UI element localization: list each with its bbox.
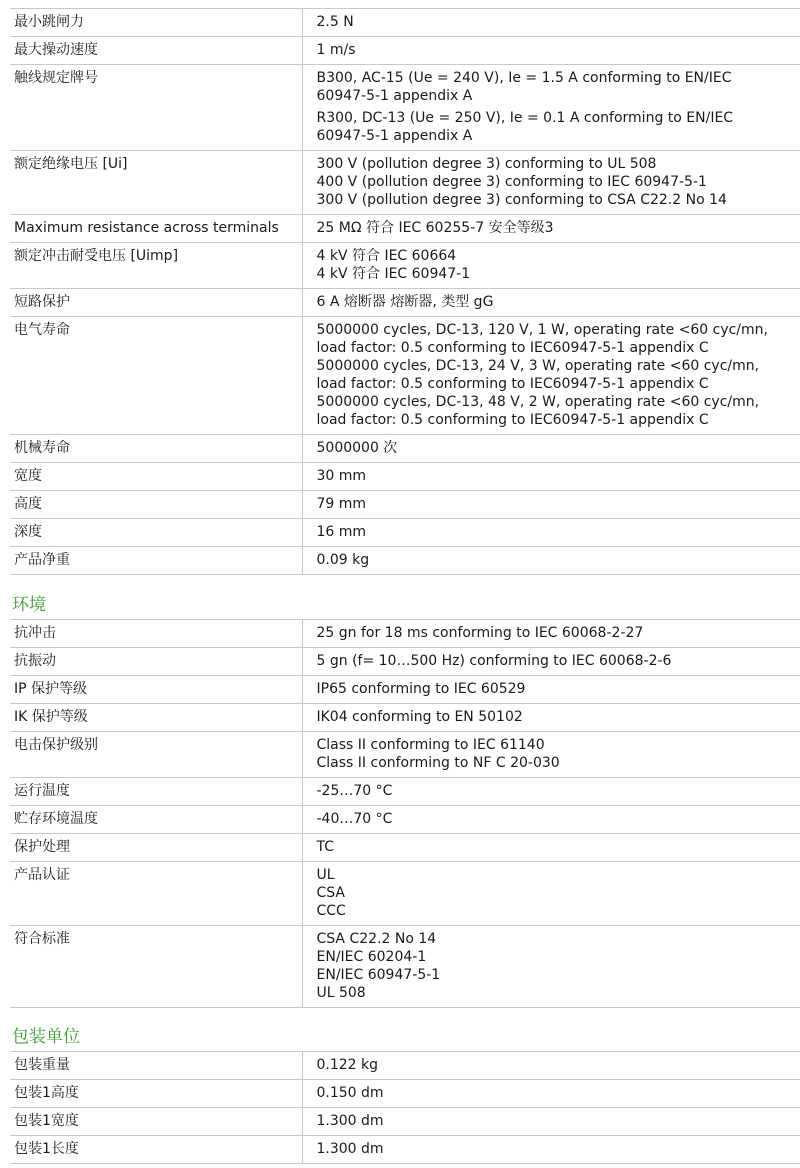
spec-value-line: 5 gn (f= 10…500 Hz) conforming to IEC 60068-2-6 xyxy=(316,653,672,669)
spec-row xyxy=(10,862,800,926)
spec-value-line: IK04 conforming to EN 50102 xyxy=(316,709,523,725)
spec-value-line: 2.5 N xyxy=(316,14,354,30)
spec-value-line: 4 kV 符合 IEC 60664 xyxy=(316,248,457,264)
spec-value-line: -25…70 °C xyxy=(316,783,393,799)
spec-row xyxy=(10,834,800,862)
spec-value xyxy=(302,732,800,778)
spec-value-line: UL xyxy=(316,867,335,883)
spec-row xyxy=(10,732,800,778)
spec-value xyxy=(302,37,800,65)
spec-label: 包装重量 xyxy=(10,1052,302,1080)
spec-row xyxy=(10,519,800,547)
spec-row xyxy=(10,1136,800,1164)
spec-label: 抗振动 xyxy=(10,648,302,676)
spec-value-line: Class II conforming to NF C 20-030 xyxy=(316,755,560,771)
spec-value-line: 25 MΩ 符合 IEC 60255-7 安全等级3 xyxy=(316,220,554,236)
spec-row xyxy=(10,778,800,806)
spec-value-line: 16 mm xyxy=(316,524,367,540)
spec-value xyxy=(302,806,800,834)
spec-value xyxy=(302,1080,800,1108)
spec-value-line: 5000000 cycles, DC-13, 120 V, 1 W, operating rate <60 cyc/mn, xyxy=(316,322,768,338)
spec-value xyxy=(302,676,800,704)
spec-label: 符合标准 xyxy=(10,926,302,1008)
spec-value xyxy=(302,151,800,215)
spec-row xyxy=(10,620,800,648)
spec-label: 抗冲击 xyxy=(10,620,302,648)
spec-row xyxy=(10,806,800,834)
spec-row xyxy=(10,463,800,491)
spec-value-line: 0.09 kg xyxy=(316,552,370,568)
spec-label: 包装1长度 xyxy=(10,1136,302,1164)
spec-label: 电气寿命 xyxy=(10,317,302,435)
spec-value xyxy=(302,215,800,243)
spec-value xyxy=(302,1108,800,1136)
spec-row xyxy=(10,37,800,65)
spec-row xyxy=(10,151,800,215)
spec-value-line: 6 A 熔断器 熔断器, 类型 gG xyxy=(316,294,494,310)
spec-value-line: 0.150 dm xyxy=(316,1085,384,1101)
characteristics-table xyxy=(10,8,800,575)
spec-label: 贮存环境温度 xyxy=(10,806,302,834)
spec-value-line: 30 mm xyxy=(316,468,367,484)
spec-label: 额定冲击耐受电压 [Uimp] xyxy=(10,243,302,289)
spec-label: 短路保护 xyxy=(10,289,302,317)
spec-row xyxy=(10,1080,800,1108)
spec-value xyxy=(302,243,800,289)
spec-value-line: -40…70 °C xyxy=(316,811,393,827)
spec-value xyxy=(302,1136,800,1164)
spec-label: 额定绝缘电压 [Ui] xyxy=(10,151,302,215)
spec-value-line: 60947-5-1 appendix A xyxy=(316,88,473,104)
spec-value xyxy=(302,834,800,862)
spec-value-paragraph xyxy=(317,109,795,145)
spec-value xyxy=(302,463,800,491)
spec-value-line: load factor: 0.5 conforming to IEC60947-5-1 appendix C xyxy=(316,376,709,392)
spec-label: 高度 xyxy=(10,491,302,519)
spec-value xyxy=(302,778,800,806)
spec-value-line: 1.300 dm xyxy=(316,1113,384,1129)
spec-row xyxy=(10,215,800,243)
spec-label: 深度 xyxy=(10,519,302,547)
spec-value-line: TC xyxy=(316,839,335,855)
spec-value-line: R300, DC-13 (Ue = 250 V), Ie = 0.1 A conforming to EN/IEC xyxy=(316,110,734,126)
spec-value-line: B300, AC-15 (Ue = 240 V), Ie = 1.5 A conforming to EN/IEC xyxy=(316,70,732,86)
spec-row xyxy=(10,704,800,732)
spec-row xyxy=(10,289,800,317)
spec-label: 运行温度 xyxy=(10,778,302,806)
spec-row xyxy=(10,1052,800,1080)
spec-value-line: 300 V (pollution degree 3) conforming to UL 508 xyxy=(316,156,657,172)
spec-value-line: Class II conforming to IEC 61140 xyxy=(316,737,545,753)
spec-value-line: load factor: 0.5 conforming to IEC60947-5-1 appendix C xyxy=(316,340,709,356)
spec-value-line: 1 m/s xyxy=(316,42,356,58)
spec-label: 机械寿命 xyxy=(10,435,302,463)
spec-value xyxy=(302,289,800,317)
spec-value xyxy=(302,435,800,463)
spec-value-paragraph xyxy=(317,69,795,105)
spec-value-line: IP65 conforming to IEC 60529 xyxy=(316,681,526,697)
spec-label: Maximum resistance across terminals xyxy=(10,215,302,243)
spec-value xyxy=(302,862,800,926)
spec-row xyxy=(10,926,800,1008)
spec-value-line: UL 508 xyxy=(316,985,366,1001)
spec-row xyxy=(10,648,800,676)
spec-value-line: 5000000 cycles, DC-13, 24 V, 3 W, operating rate <60 cyc/mn, xyxy=(316,358,760,374)
spec-value-line: 60947-5-1 appendix A xyxy=(316,128,473,144)
spec-row xyxy=(10,317,800,435)
spec-value-line: 400 V (pollution degree 3) conforming to IEC 60947-5-1 xyxy=(316,174,707,190)
spec-value-line: EN/IEC 60204-1 xyxy=(316,949,427,965)
spec-label: 产品净重 xyxy=(10,547,302,575)
spec-label: 产品认证 xyxy=(10,862,302,926)
spec-value-line: 300 V (pollution degree 3) conforming to CSA C22.2 No 14 xyxy=(316,192,727,208)
packaging-table xyxy=(10,1051,800,1164)
spec-value-line: 5000000 次 xyxy=(316,440,398,456)
packaging-section xyxy=(10,1026,800,1164)
spec-row xyxy=(10,435,800,463)
spec-value xyxy=(302,519,800,547)
section-title-packaging: 包装单位 xyxy=(12,1027,80,1047)
spec-value-line: CSA xyxy=(316,885,345,901)
spec-row xyxy=(10,243,800,289)
environment-section xyxy=(10,594,800,1008)
spec-value-line: 79 mm xyxy=(316,496,367,512)
spec-value xyxy=(302,491,800,519)
spec-row xyxy=(10,547,800,575)
spec-label: 包装1宽度 xyxy=(10,1108,302,1136)
spec-value-line: CCC xyxy=(316,903,346,919)
spec-value xyxy=(302,704,800,732)
spec-value xyxy=(302,648,800,676)
spec-value xyxy=(302,317,800,435)
spec-row xyxy=(10,9,800,37)
section-title-environment: 环境 xyxy=(12,595,46,615)
spec-value xyxy=(302,926,800,1008)
spec-label: 电击保护级别 xyxy=(10,732,302,778)
characteristics-section xyxy=(10,8,800,575)
spec-value-line: EN/IEC 60947-5-1 xyxy=(316,967,441,983)
spec-label: IP 保护等级 xyxy=(10,676,302,704)
spec-value-line: load factor: 0.5 conforming to IEC60947-5-1 appendix C xyxy=(316,412,709,428)
spec-label: 触线规定牌号 xyxy=(10,65,302,151)
environment-table xyxy=(10,619,800,1008)
spec-value xyxy=(302,1052,800,1080)
spec-value xyxy=(302,9,800,37)
spec-value-line: 4 kV 符合 IEC 60947-1 xyxy=(316,266,471,282)
spec-value-line: 25 gn for 18 ms conforming to IEC 60068-2-27 xyxy=(316,625,644,641)
spec-value xyxy=(302,620,800,648)
spec-value-line: 5000000 cycles, DC-13, 48 V, 2 W, operating rate <60 cyc/mn, xyxy=(316,394,760,410)
spec-value xyxy=(302,65,800,151)
spec-value-line: CSA C22.2 No 14 xyxy=(316,931,437,947)
spec-row xyxy=(10,491,800,519)
spec-value-line: 0.122 kg xyxy=(316,1057,379,1073)
spec-label: 最大操动速度 xyxy=(10,37,302,65)
spec-label: IK 保护等级 xyxy=(10,704,302,732)
spec-label: 宽度 xyxy=(10,463,302,491)
spec-value xyxy=(302,547,800,575)
spec-label: 包装1高度 xyxy=(10,1080,302,1108)
spec-row xyxy=(10,1108,800,1136)
spec-value-line: 1.300 dm xyxy=(316,1141,384,1157)
spec-row xyxy=(10,676,800,704)
spec-label: 保护处理 xyxy=(10,834,302,862)
spec-label: 最小跳闸力 xyxy=(10,9,302,37)
spec-row xyxy=(10,65,800,151)
